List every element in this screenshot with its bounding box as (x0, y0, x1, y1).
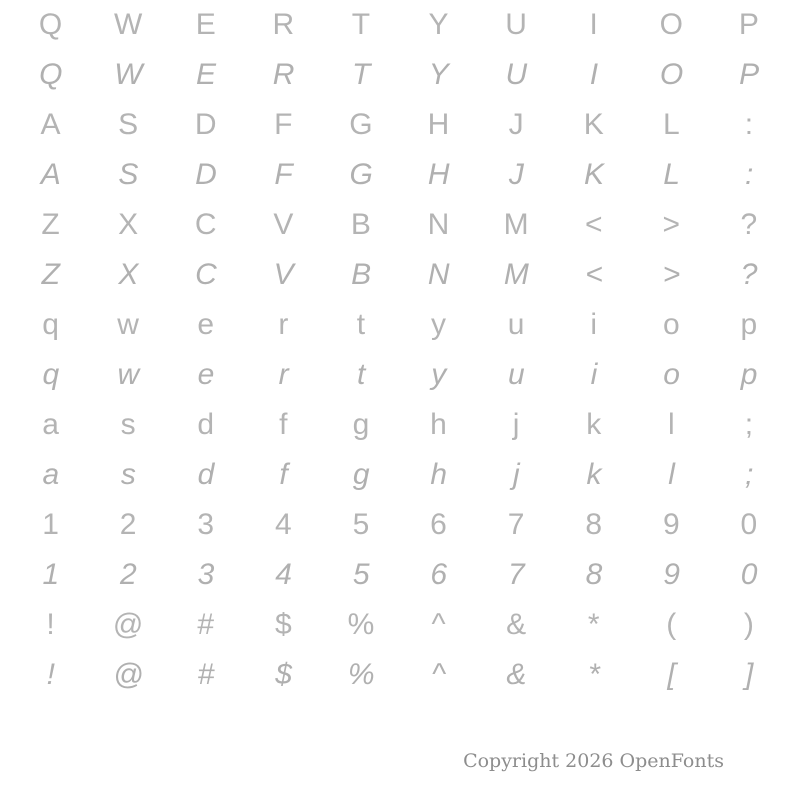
glyph-cell: t (357, 358, 366, 391)
glyph-cell: 3 (197, 508, 215, 541)
glyph-row (12, 350, 788, 400)
glyph-cell: U (505, 8, 528, 41)
glyph-cell: O (659, 58, 684, 91)
glyph-cell: 4 (274, 508, 293, 541)
glyph-cell: ^ (431, 608, 447, 641)
glyph-row (12, 100, 788, 150)
glyph-cell: I (589, 58, 599, 91)
glyph-cell: K (583, 108, 605, 141)
glyph-cell: % (347, 608, 375, 641)
glyph-cell: K (583, 158, 604, 191)
glyph-cell: & (506, 608, 527, 641)
glyph-cell: G (349, 108, 374, 141)
glyph-cell: < (585, 258, 603, 291)
glyph-cell: < (584, 208, 603, 241)
glyph-cell: ; (744, 458, 754, 491)
glyph-cell: Y (428, 8, 450, 41)
glyph-cell: u (507, 308, 525, 341)
glyph-cell: i (590, 308, 598, 341)
glyph-cell: B (351, 258, 372, 291)
glyph-cell: F (274, 158, 293, 191)
glyph-cell: I (589, 8, 599, 41)
glyph-cell: * (588, 658, 600, 691)
glyph-cell: o (662, 308, 681, 341)
glyph-cell: # (197, 658, 215, 691)
glyph-cell: y (431, 358, 447, 391)
glyph-row (12, 150, 788, 200)
glyph-row (12, 300, 788, 350)
glyph-cell: h (430, 408, 448, 441)
glyph-cell: @ (113, 658, 144, 691)
glyph-cell: C (195, 258, 217, 291)
glyph-cell: H (427, 158, 450, 191)
glyph-cell: 6 (430, 558, 448, 591)
glyph-cell: 8 (585, 558, 603, 591)
glyph-cell: Q (39, 58, 63, 91)
glyph-cell: W (113, 8, 143, 41)
glyph-cell: q (42, 308, 60, 341)
glyph-cell: ? (740, 258, 758, 291)
glyph-cell: P (738, 8, 760, 41)
glyph-cell: p (740, 358, 758, 391)
glyph-cell: Z (41, 258, 60, 291)
glyph-cell: T (352, 58, 371, 91)
glyph-cell: T (351, 8, 371, 41)
glyph-row (12, 450, 788, 500)
glyph-row (12, 650, 788, 700)
glyph-cell: D (195, 158, 217, 191)
glyph-row (12, 50, 788, 100)
glyph-cell: 0 (740, 558, 758, 591)
glyph-cell: h (430, 458, 448, 491)
glyph-cell: R (272, 8, 295, 41)
glyph-cell: 7 (508, 558, 525, 591)
glyph-row (12, 200, 788, 250)
glyph-cell: l (668, 458, 675, 491)
glyph-row (12, 400, 788, 450)
glyph-cell: 2 (120, 558, 137, 591)
glyph-cell: a (42, 408, 60, 441)
glyph-cell: d (197, 458, 215, 491)
glyph-cell: 5 (352, 558, 370, 591)
glyph-cell: # (197, 608, 215, 641)
glyph-cell: j (512, 408, 520, 441)
glyph-cell: J (508, 158, 524, 191)
copyright-notice: Copyright 2026 OpenFonts (463, 750, 724, 772)
glyph-cell: L (662, 108, 681, 141)
glyph-cell: A (40, 108, 62, 141)
glyph-cell: 2 (119, 508, 137, 541)
glyph-cell: P (739, 58, 760, 91)
glyph-cell: w (117, 308, 140, 341)
glyph-cell: H (427, 108, 450, 141)
glyph-cell: B (350, 208, 372, 241)
glyph-cell: u (508, 358, 525, 391)
glyph-cell: w (117, 358, 140, 391)
glyph-cell: V (273, 208, 294, 241)
glyph-cell: y (431, 308, 447, 341)
glyph-cell: E (195, 8, 217, 41)
glyph-cell: Q (38, 8, 63, 41)
glyph-cell: W (114, 58, 143, 91)
glyph-cell: s (120, 458, 136, 491)
glyph-cell: @ (112, 608, 144, 641)
glyph-cell: f (279, 408, 288, 441)
glyph-cell: a (42, 458, 60, 491)
glyph-cell: p (740, 308, 758, 341)
glyph-cell: E (195, 58, 216, 91)
glyph-cell: $ (275, 658, 292, 691)
glyph-cell: C (194, 208, 218, 241)
glyph-cell: 9 (662, 508, 681, 541)
glyph-cell: j (513, 458, 520, 491)
glyph-cell: l (667, 408, 676, 441)
glyph-cell: J (508, 108, 525, 141)
glyph-cell: ? (740, 208, 758, 241)
glyph-cell: [ (667, 658, 676, 691)
glyph-cell: S (118, 108, 139, 141)
glyph-cell: ^ (431, 658, 446, 691)
glyph-cell: F (274, 108, 293, 141)
glyph-cell: 6 (430, 508, 448, 541)
glyph-cell: A (40, 158, 61, 191)
glyph-cell: D (194, 108, 218, 141)
glyph-cell: L (663, 158, 680, 191)
glyph-cell: R (272, 58, 295, 91)
glyph-cell: g (352, 408, 370, 441)
glyph-cell: * (587, 608, 601, 641)
glyph-cell: Y (428, 58, 449, 91)
glyph-cell: s (120, 408, 137, 441)
glyph-cell: S (118, 158, 139, 191)
glyph-cell: o (663, 358, 680, 391)
glyph-cell: 4 (275, 558, 292, 591)
glyph-cell: M (503, 208, 530, 241)
glyph-row (12, 0, 788, 50)
glyph-cell: 8 (585, 508, 603, 541)
glyph-cell: $ (274, 608, 293, 641)
glyph-cell: ( (666, 608, 677, 641)
glyph-cell: g (352, 458, 370, 491)
glyph-cell: > (662, 258, 681, 291)
glyph-cell: N (427, 208, 450, 241)
glyph-cell: 5 (352, 508, 370, 541)
glyph-row (12, 550, 788, 600)
glyph-row (12, 500, 788, 550)
glyph-row (12, 250, 788, 300)
glyph-cell: : (744, 158, 754, 191)
glyph-cell: : (744, 108, 754, 141)
glyph-cell: X (118, 258, 139, 291)
glyph-cell: i (590, 358, 598, 391)
glyph-cell: V (273, 258, 294, 291)
glyph-cell: e (197, 308, 215, 341)
glyph-cell: O (659, 8, 684, 41)
glyph-cell: d (197, 408, 215, 441)
glyph-cell: M (503, 258, 529, 291)
glyph-cell: Z (41, 208, 61, 241)
glyph-cell: G (349, 158, 373, 191)
glyph-cell: k (586, 458, 602, 491)
glyph-cell: 0 (740, 508, 758, 541)
glyph-cell: e (197, 358, 215, 391)
glyph-cell: ! (46, 608, 56, 641)
glyph-cell: ] (744, 658, 754, 691)
glyph-cell: & (506, 658, 527, 691)
glyph-cell: ) (743, 608, 755, 641)
glyph-cell: 1 (42, 558, 60, 591)
glyph-cell: k (586, 408, 602, 441)
glyph-cell: f (279, 458, 288, 491)
glyph-cell: U (505, 58, 528, 91)
glyph-cell: N (427, 258, 450, 291)
glyph-cell: X (118, 208, 139, 241)
glyph-cell: q (42, 358, 60, 391)
glyph-cell: ! (46, 658, 55, 691)
glyph-cell: 3 (197, 558, 215, 591)
glyph-cell: 7 (507, 508, 525, 541)
glyph-cell: r (278, 358, 289, 391)
glyph-cell: t (356, 308, 366, 341)
glyph-cell: r (278, 308, 289, 341)
glyph-cell: 1 (42, 508, 60, 541)
glyph-row (12, 600, 788, 650)
glyph-cell: % (347, 658, 375, 691)
glyph-cell: 9 (663, 558, 680, 591)
glyph-cell: > (662, 208, 681, 241)
glyph-cell: ; (744, 408, 754, 441)
